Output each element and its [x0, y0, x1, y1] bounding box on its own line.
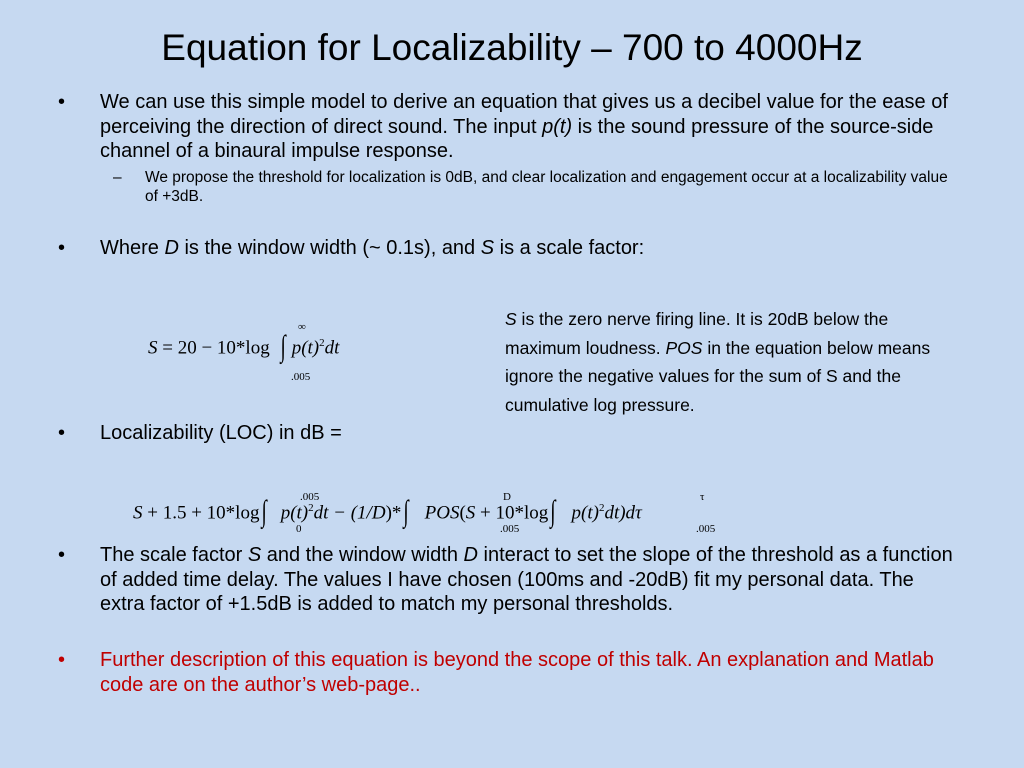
bullet-model [58, 90, 963, 164]
eq-symbol: D [371, 502, 386, 524]
eq-exponent: 2 [319, 337, 325, 349]
bullet-text: is the window width (~ 0.1s), and [178, 237, 481, 259]
eq-symbol: S [148, 337, 158, 359]
bullet-text: We can use this simple model to derive an equation that gives us a decibel value for the ease of perceiving the direction of direct sound. The input [100, 91, 948, 138]
bullet-dot: • [58, 649, 66, 671]
bullet-further-description [58, 648, 963, 697]
eq-text: dt − (1/ [313, 502, 372, 524]
eq-text: + 1.5 + 10*log [142, 502, 260, 524]
sub-bullet-threshold [113, 168, 963, 206]
bullet-scale-factor [58, 543, 963, 617]
eq-symbol: POS [424, 502, 460, 524]
eq-text: dt)dτ [604, 502, 642, 524]
bullet-text: interact to set the slope of the threshold as a function of added time delay. The values I have chosen (100ms and -20dB) fit my personal data. The extra factor of +1.5dB is added to match my personal thresholds. [100, 544, 953, 615]
var-pos: POS [665, 337, 703, 358]
note-text: is the zero nerve firing line. It is 20dB below the maximum loudness. [505, 309, 889, 358]
integral-sign: ∫ [261, 495, 267, 530]
eq-symbol: dt [324, 337, 340, 359]
integral-lower-limit: .005 [500, 523, 520, 535]
bullet-localizability [58, 421, 963, 446]
eq-exponent: 2 [308, 502, 314, 514]
pt-italic: p(t) [542, 115, 573, 138]
integral-sign: ∫ [280, 330, 286, 365]
dash-bullet: – [113, 169, 122, 186]
var-s: S [247, 544, 262, 566]
eq-text: ( [459, 502, 466, 524]
eq-text: + 10*log [475, 502, 549, 524]
var-s: S [480, 237, 495, 259]
eq-text: = 20 − 10*log [157, 337, 275, 359]
integral-upper-limit: ∞ [298, 321, 306, 333]
bullet-dot: • [58, 91, 66, 113]
bullet-text: The scale factor [100, 544, 248, 566]
var-d: D [463, 544, 478, 566]
eq-symbol: p(t) [280, 502, 309, 524]
bullet-text: and the window width [261, 544, 464, 566]
sub-bullet-text: We propose the threshold for localization is 0dB, and clear localization and engagement occur at a localizability value of +3dB. [145, 169, 948, 205]
note-zero-firing-line [505, 305, 955, 419]
slide-title: Equation for Localizability – 700 to 4000Hz [161, 27, 863, 68]
eq-symbol: S [465, 502, 476, 524]
integral-upper-limit: τ [700, 491, 705, 503]
eq-symbol: p(t) [291, 337, 320, 359]
integral-lower-limit: .005 [696, 523, 716, 535]
bullet-text: Where [100, 237, 165, 259]
eq-text: )* [385, 502, 402, 524]
bullet-window-width [58, 236, 963, 261]
integral-upper-limit: D [503, 491, 511, 503]
var-d: D [164, 237, 179, 259]
integral-upper-limit: .005 [300, 491, 320, 503]
bullet-text: Localizability (LOC) in dB = [100, 422, 342, 444]
eq-symbol: S [133, 502, 143, 524]
integral-sign: ∫ [403, 495, 409, 530]
bullet-text: is a scale factor: [494, 237, 645, 259]
integral-sign: ∫ [550, 495, 556, 530]
integral-lower-limit: .005 [291, 371, 311, 383]
note-text: in the equation below means ignore the negative values for the sum of S and the cumulative log pressure. [505, 337, 931, 415]
bullet-dot: • [58, 237, 66, 259]
integral-lower-limit: 0 [296, 523, 302, 535]
bullet-dot: • [58, 544, 66, 566]
eq-symbol: p(t) [571, 502, 599, 524]
eq-exponent: 2 [598, 502, 605, 514]
var-s: S [505, 309, 517, 329]
bullet-text: is the sound pressure of the source-side channel of a binaural impulse response. [100, 115, 934, 162]
bullet-text: Further description of this equation is beyond the scope of this talk. An explanation and Matlab code are on the author’s web-page.. [100, 649, 934, 696]
bullet-dot: • [58, 422, 66, 444]
